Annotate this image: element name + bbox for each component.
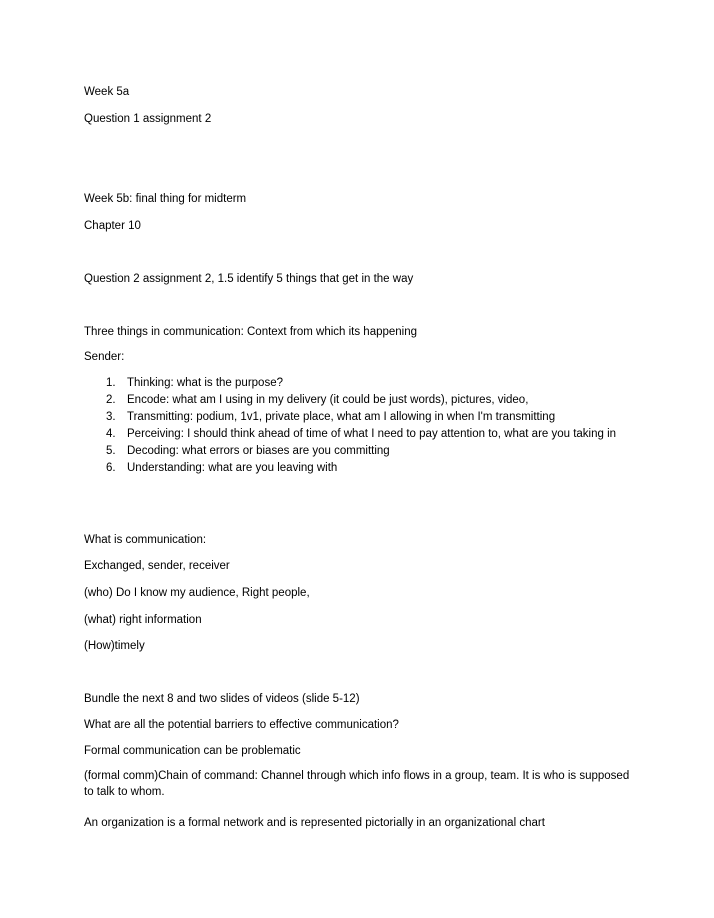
list-item-text: Thinking: what is the purpose? (127, 377, 283, 389)
heading-week-5a: Week 5a (84, 86, 130, 98)
list-number: 1. (106, 377, 116, 389)
note-line: Question 2 assignment 2, 1.5 identify 5 things that get in the way (84, 273, 414, 285)
list-item (84, 392, 644, 409)
note-line: Bundle the next 8 and two slides of videos (slide 5-12) (84, 693, 360, 705)
note-line: An organization is a formal network and is represented pictorially in an organizational chart (84, 817, 545, 829)
list-number: 2. (106, 394, 116, 406)
sender-steps-list (84, 375, 644, 477)
list-item-text: Transmitting: podium, 1v1, private place, what am I allowing in when I'm transmitting (127, 411, 556, 423)
list-item-text: Perceiving: I should think ahead of time of what I need to pay attention to, what are you taking in (127, 428, 617, 440)
note-line: Exchanged, sender, receiver (84, 560, 230, 572)
note-line: Chapter 10 (84, 220, 141, 232)
list-item (84, 426, 644, 443)
list-item (84, 375, 644, 392)
note-line: Question 1 assignment 2 (84, 113, 212, 125)
list-number: 5. (106, 445, 116, 457)
note-line: What are all the potential barriers to effective communication? (84, 719, 399, 731)
list-number: 6. (106, 462, 116, 474)
list-number: 4. (106, 428, 116, 440)
list-item-text: Encode: what am I using in my delivery (it could be just words), pictures, video, (127, 394, 529, 406)
list-number: 3. (106, 411, 116, 423)
note-line: (who) Do I know my audience, Right people, (84, 587, 310, 599)
note-line: Sender: (84, 351, 125, 363)
note-line: What is communication: (84, 534, 207, 546)
list-item (84, 443, 644, 460)
list-item (84, 460, 644, 477)
heading-week-5b: Week 5b: final thing for midterm (84, 193, 247, 205)
note-line: Three things in communication: Context from which its happening (84, 326, 418, 338)
note-paragraph: (formal comm)Chain of command: Channel through which info flows in a group, team. It is who is supposed to talk to whom. (84, 770, 630, 798)
note-line: (what) right information (84, 614, 202, 626)
note-line: Formal communication can be problematic (84, 745, 301, 757)
list-item (84, 409, 644, 426)
list-item-text: Understanding: what are you leaving with (127, 462, 338, 474)
list-item-text: Decoding: what errors or biases are you committing (127, 445, 390, 457)
note-line: (How)timely (84, 640, 145, 652)
